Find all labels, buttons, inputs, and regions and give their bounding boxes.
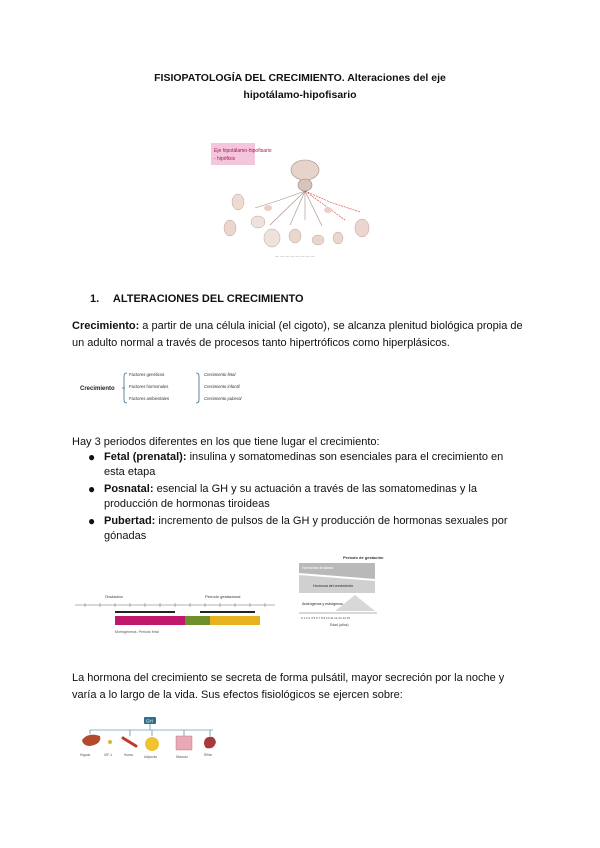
diagram-right-0: Crecimiento fetal	[204, 372, 236, 377]
growth-xlabel: Edad (años)	[330, 623, 349, 627]
title-line-2: hipotálamo-hipofisario	[243, 89, 357, 101]
section-title: ALTERACIONES DEL CRECIMIENTO	[112, 293, 304, 305]
section-number: 1.	[90, 293, 100, 305]
period-item-fetal: ● Fetal (prenatal): insulina y somatomedinas son esenciales para el crecimiento en esta etapa	[88, 450, 504, 478]
muscle-icon	[176, 736, 192, 750]
adipocyte-icon	[145, 737, 159, 751]
liver-icon	[82, 735, 100, 746]
crecimiento-definition: a partir de una célula inicial (el cigoto), se alcanza plenitud biológica propia de un adulto normal a través de procesos tanto hipertróficos como hiperplásicos.	[72, 320, 523, 349]
periods-intro: Hay 3 periodos diferentes en los que tiene lugar el crecimiento:	[72, 436, 380, 448]
title-line-1: FISIOPATOLOGÍA DEL CRECIMIENTO. Alteraciones del eje	[154, 72, 446, 84]
periods-list	[84, 450, 524, 546]
figure-crecimiento-factors	[80, 367, 260, 407]
gh-label-0: Hígado	[80, 753, 91, 757]
svg-text:0 1 2 3 4 5 6 7 8 9 10 11 12 1: 0 1 2 3 4 5 6 7 8 9 10 11 12 13 14 15	[301, 616, 350, 620]
figure-gestation-timeline	[75, 592, 275, 640]
timeline-green-bar	[185, 616, 210, 625]
timeline-footer: Morfogénesis. Periodo fetal	[115, 630, 159, 634]
gh-badge-label: GH	[146, 718, 153, 724]
kidney-icon	[204, 737, 216, 749]
gh-label-2: Hueso	[124, 753, 134, 757]
gh-label-4: Músculo	[176, 755, 188, 759]
figure-growth-hormones	[295, 553, 385, 633]
figure-hypothalamic-axis	[210, 140, 380, 262]
diagram-left-1: Factores hormonales	[129, 384, 169, 389]
diagram-left-2: Factores ambientales	[129, 396, 170, 401]
svg-text:— — — — — — — —: — — — — — — — —	[275, 253, 315, 258]
growth-figure-title: Periodo de gestación	[343, 555, 384, 560]
figure-gh-effects	[78, 716, 228, 766]
growth-band-2: Andrógenos y estrógenos	[302, 602, 343, 606]
section-heading	[90, 293, 304, 305]
timeline-magenta-bar	[115, 616, 185, 625]
diagram-left-0: Factores genéticos	[129, 372, 165, 377]
timeline-right-label: Período gestacional	[205, 594, 241, 599]
timeline-left-label: Ovulación	[105, 594, 123, 599]
gh-label-5: Riñón	[204, 753, 213, 757]
diagram-root: Crecimiento	[80, 386, 115, 392]
document-title	[60, 70, 540, 104]
gh-label-3: Adipocito	[144, 755, 158, 759]
bone-icon	[123, 738, 136, 746]
svg-text:- hipófisis: - hipófisis	[214, 156, 236, 162]
period-item-pubertad: ● Pubertad: incremento de pulsos de la GH y producción de hormonas sexuales por gónadas	[88, 514, 508, 542]
gh-paragraph: La hormona del crecimiento se secreta de forma pulsátil, mayor secreción por la noche y varía a lo largo de la vida. Sus efectos fisiológicos se ejercen sobre:	[72, 672, 505, 701]
crecimiento-term: Crecimiento:	[72, 320, 140, 332]
diagram-right-2: Crecimiento puberal	[204, 396, 242, 401]
period-item-posnatal: ● Posnatal: esencial la GH y su actuación a través de las somatomedinas y la producción de hormonas tiroideas	[88, 482, 477, 510]
growth-band-1: Hormona del crecimiento	[313, 584, 353, 588]
diagram-right-1: Crecimiento infantil	[204, 384, 240, 389]
timeline-yellow-bar	[210, 616, 260, 625]
gh-label-1: IGF-1	[104, 753, 113, 757]
growth-band-0: Hormonas tiroideas	[302, 566, 334, 570]
axis-label-text: Eje hipotálamo-hipofisario	[214, 148, 272, 154]
crecimiento-paragraph	[72, 318, 528, 352]
